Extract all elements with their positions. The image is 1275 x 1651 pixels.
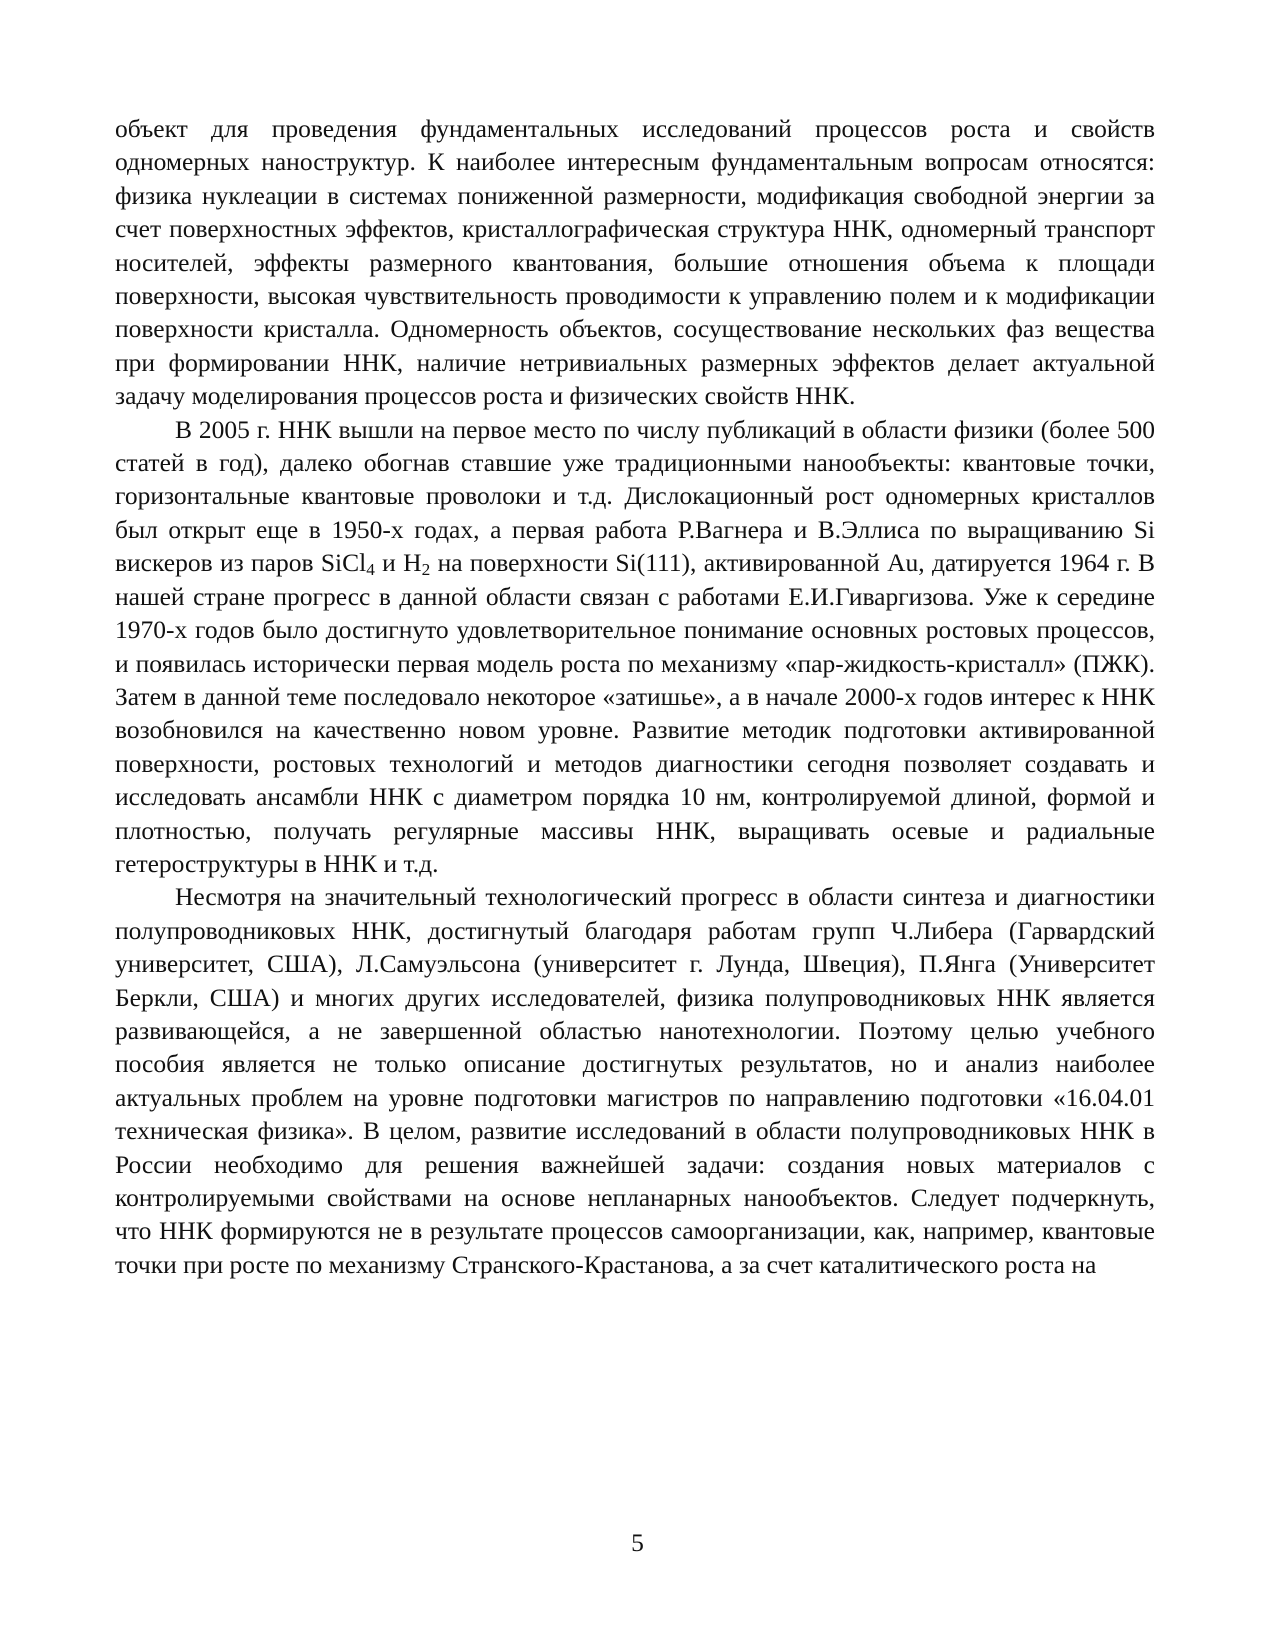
paragraph-1-text: объект для проведения фундаментальных исследований процессов роста и свойств одномерных наноструктур. К наиболее интересным фундаментальным вопросам относятся: физика нуклеации в системах пониженной размерности, модификация свободной энергии за счет поверхностных эффектов, кристаллографическая структура ННК, одномерный транспорт носителей, эффекты размерного квантования, большие отношения объема к площади поверхности, высокая чувствительность проводимости к управлению полем и к модификации поверхности кристалла. Одномерность объектов, сосуществование нескольких фаз вещества при формировании ННК, наличие нетривиальных размерных эффектов делает актуальной задачу моделирования процессов роста и физических свойств ННК. xyxy=(115,114,1155,411)
subscript-4: 4 xyxy=(366,560,375,580)
subscript-2: 2 xyxy=(421,560,431,580)
page-number: 5 xyxy=(631,1528,644,1557)
paragraph-3 xyxy=(115,880,1155,1281)
paragraph-2 xyxy=(115,413,1155,881)
paragraph-2-text-c: на поверхности Si(111), активированной Au, датируется 1964 г. В нашей стране прогресс в данной области связан с работами Е.И.Гиваргизова. Уже к середине 1970-х годов было достигнуто удовлетворительное понимание основных ростовых процессов, и появилась исторически первая модель роста по механизму «пар-жидкость-кристалл» (ПЖК). Затем в данной теме последовало некоторое «затишье», а в начале 2000-х годов интерес к ННК возобновился на качественно новом уровне. Развитие методик подготовки активированной поверхности, ростовых технологий и методов диагностики сегодня позволяет создавать и исследовать ансамбли ННК с диаметром порядка 10 нм, контролируемой длиной, формой и плотностью, получать регулярные массивы ННК, выращивать осевые и радиальные гетероструктуры в ННК и т.д. xyxy=(115,548,1156,878)
paragraph-1 xyxy=(115,112,1155,413)
paragraph-2-text-b: и H xyxy=(374,548,422,578)
paragraph-2-text-a: В 2005 г. ННК вышли на первое место по числу публикаций в области физики (более 500 статей в год), далеко обогнав ставшие уже традиционными нанообъекты: квантовые точки, горизонтальные квантовые проволоки и т.д. Дислокационный рост одномерных кристаллов был открыт еще в 1950-х годах, а первая работа Р.Вагнера и В.Эллиса по выращиванию Si вискеров из паров SiCl xyxy=(115,414,1155,578)
document-body xyxy=(115,112,1155,1281)
paragraph-3-text: Несмотря на значительный технологический прогресс в области синтеза и диагностики полупроводниковых ННК, достигнутый благодаря работам групп Ч.Либера (Гарвардский университет, США), Л.Самуэльсона (университет г. Лунда, Швеция), П.Янга (Университет Беркли, США) и многих других исследователей, физика полупроводниковых ННК является развивающейся, а не завершенной областью нанотехнологии. Поэтому целью учебного пособия является не только описание достигнутых результатов, но и анализ наиболее актуальных проблем на уровне подготовки магистров по направлению подготовки «16.04.01 техническая физика». В целом, развитие исследований в области полупроводниковых ННК в России необходимо для решения важнейшей задачи: создания новых материалов с контролируемыми свойствами на основе непланарных нанообъектов. Следует подчеркнуть, что ННК формируются не в результате процессов самоорганизации, как, например, квантовые точки при росте по механизму Странского-Крастанова, а за счет каталитического роста на xyxy=(115,882,1155,1279)
